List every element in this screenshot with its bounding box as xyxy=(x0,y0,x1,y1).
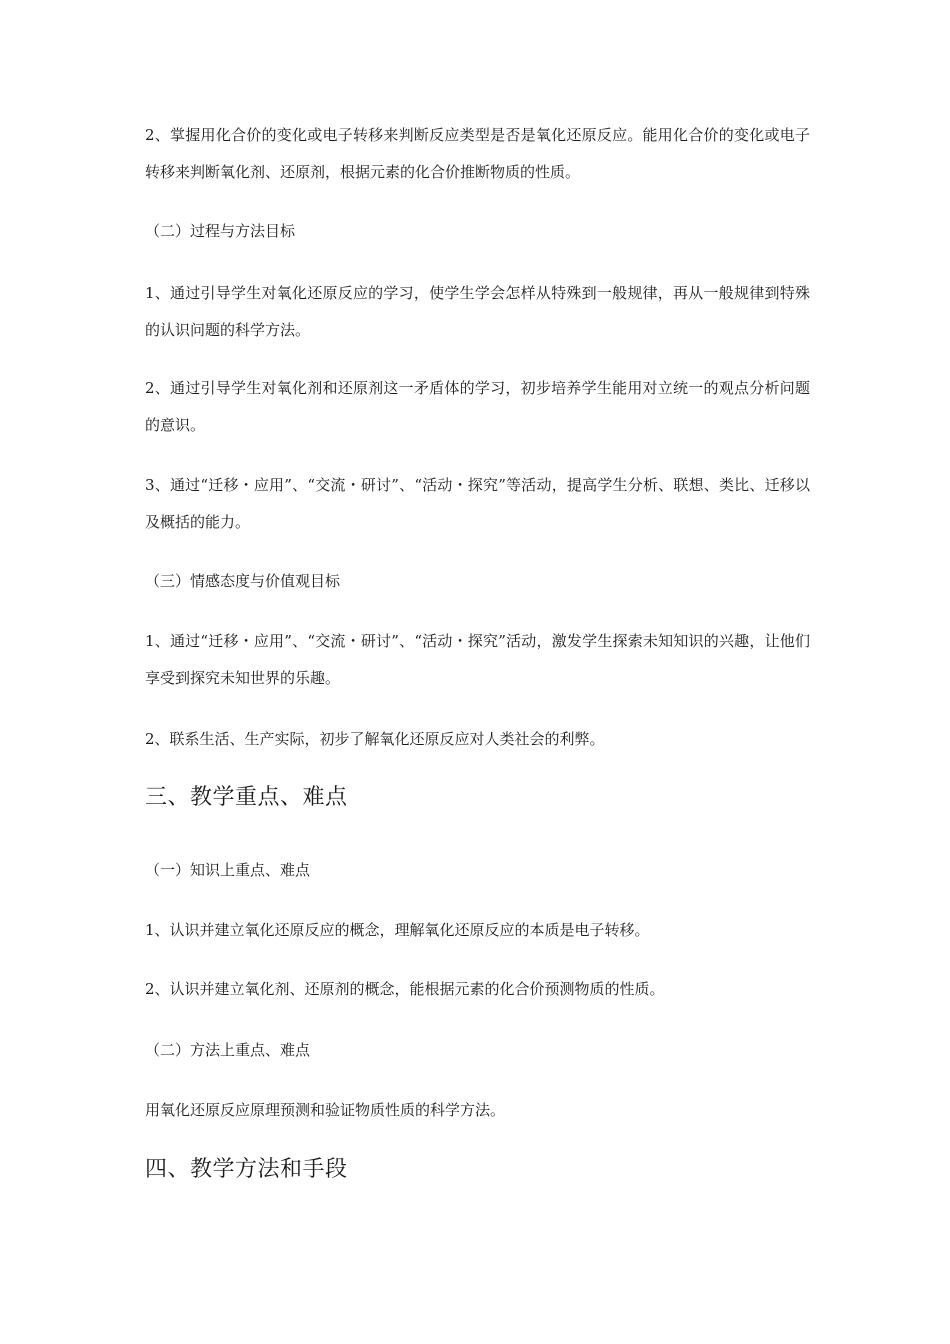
emotion-paragraph-2: 2、联系生活、生产实际，初步了解氧化还原反应对人类社会的利弊。 xyxy=(145,730,605,748)
objective-paragraph-2: 2、掌握用化合价的变化或电子转移来判断反应类型是否是氧化还原反应。能用化合价的变化或电子转移来判断氧化剂、还原剂，根据元素的化合价推断物质的性质。 xyxy=(145,126,810,181)
process-paragraph-1: 1、通过引导学生对氧化还原反应的学习，使学生学会怎样从特殊到一般规律，再从一般规律到特殊的认识问题的科学方法。 xyxy=(145,284,810,339)
subsection-knowledge-key-points: （一）知识上重点、难点 xyxy=(145,861,311,879)
key-point-paragraph-1: 1、认识并建立氧化还原反应的概念，理解氧化还原反应的本质是电子转移。 xyxy=(145,921,650,939)
process-paragraph-2: 2、通过引导学生对氧化剂和还原剂这一矛盾体的学习，初步培养学生能用对立统一的观点分析问题的意识。 xyxy=(145,379,810,434)
method-key-point-paragraph: 用氧化还原反应原理预测和验证物质性质的科学方法。 xyxy=(145,1101,506,1119)
emotion-paragraph-1: 1、通过“迁移・应用”、“交流・研讨”、“活动・探究”活动，激发学生探索未知知识的兴趣，让他们享受到探究未知世界的乐趣。 xyxy=(145,632,810,687)
section-heading-teaching-methods: 四、教学方法和手段 xyxy=(145,1157,348,1182)
subsection-method-key-points: （二）方法上重点、难点 xyxy=(145,1041,311,1059)
process-paragraph-3: 3、通过“迁移・应用”、“交流・研讨”、“活动・探究”等活动，提高学生分析、联想、类比、迁移以及概括的能力。 xyxy=(145,476,810,531)
section-heading-key-points: 三、教学重点、难点 xyxy=(145,785,348,810)
subsection-process-method-goals: （二）过程与方法目标 xyxy=(145,222,296,240)
subsection-emotion-value-goals: （三）情感态度与价值观目标 xyxy=(145,572,341,590)
key-point-paragraph-2: 2、认识并建立氧化剂、还原剂的概念，能根据元素的化合价预测物质的性质。 xyxy=(145,980,665,998)
